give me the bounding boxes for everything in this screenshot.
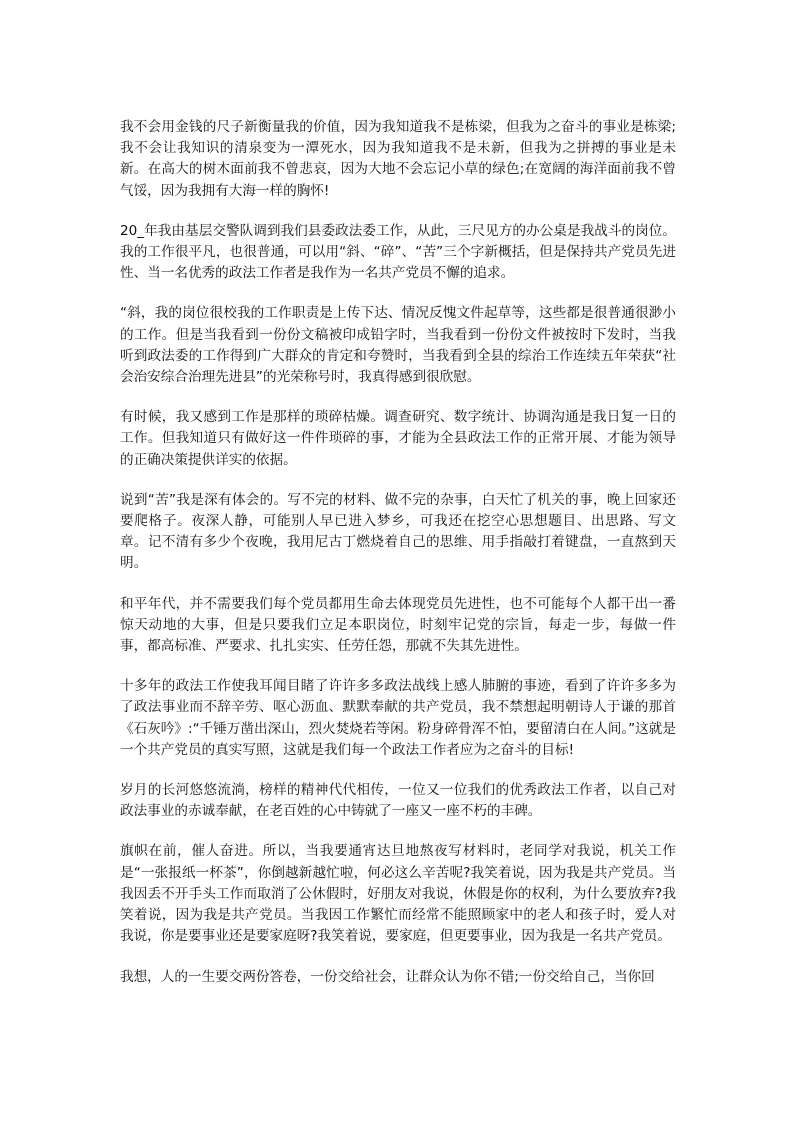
paragraph-7: 十多年的政法工作使我耳闻目睹了许许多多政法战线上感人肺腑的事迹，看到了许许多多为了政法事业而不辞辛劳、呕心沥血、默默奉献的共产党员，我不禁想起明朝诗人于谦的那首《石灰吟》:“千锤万凿出深山，烈火焚烧若等闲。粉身碎骨浑不怕，要留清白在人间。”这就是一个共产党员的真实写照，这就是我们每一个政法工作者应为之奋斗的目标! bbox=[120, 678, 676, 758]
paragraph-4: 有时候，我又感到工作是那样的琐碎枯燥。调查研究、数字统计、协调沟通是我日复一日的工作。但我知道只有做好这一件件琐碎的事，才能为全县政法工作的正常开展、才能为领导的正确决策提供详实的依据。 bbox=[120, 409, 676, 468]
paragraph-5: 说到“苦”我是深有体会的。写不完的材料、做不完的杂事，白天忙了机关的事，晚上回家还要爬格子。夜深人静，可能别人早已进入梦乡，可我还在挖空心思想题目、出思路、写文章。记不清有多少个夜晚，我用尼古丁燃烧着自己的思维、用手指敲打着键盘，一直熬到天明。 bbox=[120, 491, 676, 572]
paragraph-9: 旗帜在前，催人奋进。所以，当我要通宵达旦地熬夜写材料时，老同学对我说，机关工作是“一张报纸一杯茶”，你倒越新越忙啦，何必这么辛苦呢?我笑着说，因为我是共产党员。当我因丢不开手头工作而取消了公休假时，好朋友对我说，休假是你的权利，为什么要放弃?我笑着说，因为我是共产党员。当我因工作繁忙而经常不能照顾家中的老人和孩子时，爱人对我说，你是要事业还是要家庭呀?我笑着说，要家庭，但更要事业，因为我是一名共产党员。 bbox=[120, 843, 676, 945]
paragraph-2: 20_年我由基层交警队调到我们县委政法委工作，从此，三尺见方的办公桌是我战斗的岗位。我的工作很平凡，也很普通，可以用“斜、“碎”、“苦”三个字新概括，但是保持共产党员先进性、当一名优秀的政法工作者是我作为一名共产党员不懈的追求。 bbox=[120, 222, 676, 282]
paragraph-3: “斜，我的岗位很校我的工作职责是上传下达、情况反愧文件起草等，这些都是很普通很渺小的工作。但是当我看到一份份文稿被印成铅字时，当我看到一份份文件被按时下发时，当我听到政法委的工作得到广大群众的肯定和夸赞时，当我看到全县的综治工作连续五年荣获“社会治安综合治理先进县”的光荣称号时，我真得感到很欣慰。 bbox=[120, 305, 676, 386]
paragraph-8: 岁月的长河悠悠流淌，榜样的精神代代相传，一位又一位我们的优秀政法工作者，以自己对政法事业的赤诚奉献，在老百姓的心中铸就了一座又一座不朽的丰碑。 bbox=[120, 782, 676, 820]
document-page bbox=[120, 117, 676, 1007]
paragraph-10: 我想，人的一生要交两份答卷，一份交给社会，让群众认为你不错;一份交给自己，当你回 bbox=[120, 968, 655, 985]
paragraph-1: 我不会用金钱的尺子新衡量我的价值，因为我知道我不是栋梁，但我为之奋斗的事业是栋梁;我不会让我知识的清泉变为一潭死水，因为我知道我不是未新，但我为之拼搏的事业是未新。在高大的树木面前我不曾悲哀，因为大地不会忘记小草的绿色;在宽阔的海洋面前我不曾气馁，因为我拥有大海一样的胸怀! bbox=[120, 119, 676, 199]
paragraph-6: 和平年代，并不需要我们每个党员都用生命去体现党员先进性，也不可能每个人都干出一番惊天动地的大事，但是只要我们立足本职岗位，时刻牢记党的宗旨，每走一步，每做一件事，都高标准、严要求、扎扎实实、任劳任怨，那就不失其先进性。 bbox=[120, 595, 676, 655]
